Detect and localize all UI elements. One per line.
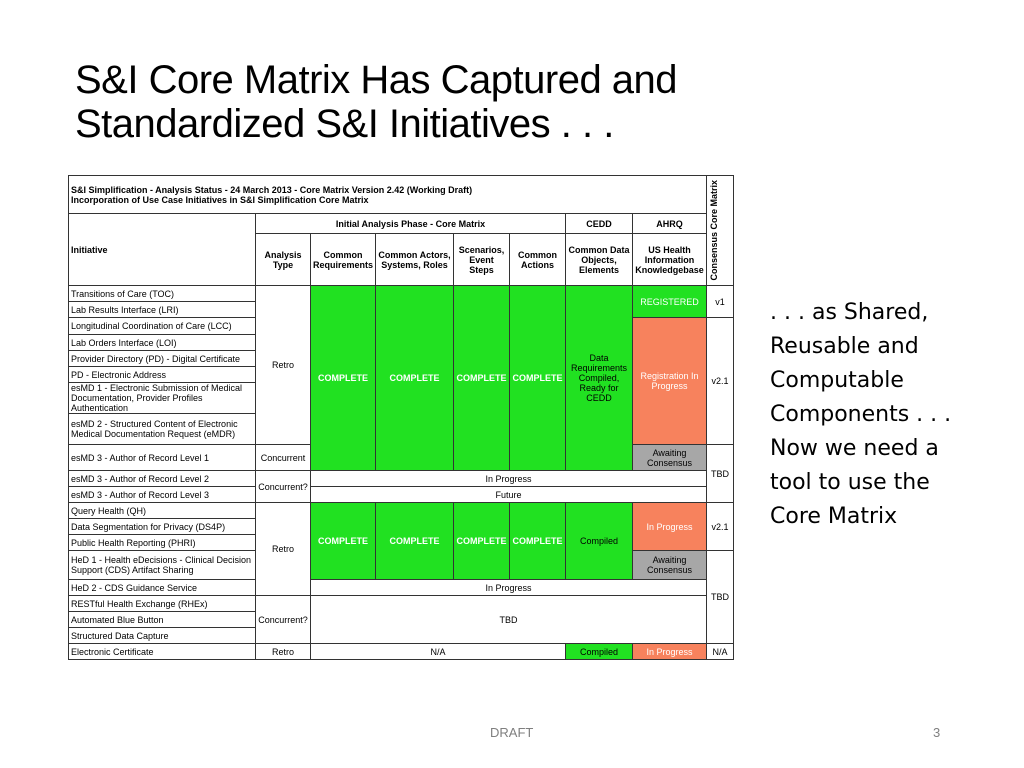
initiative-row: Lab Results Interface (LRI) — [69, 302, 256, 318]
initiative-row: esMD 2 - Structured Content of Electronic Medical Documentation Request (eMDR) — [69, 414, 256, 445]
slide-title — [75, 58, 775, 146]
analysis-type-cell: Concurrent — [256, 445, 311, 471]
matrix-header — [69, 176, 707, 214]
initiative-row: PD - Electronic Address — [69, 367, 256, 383]
analysis-type-header: Analysis Type — [256, 234, 311, 286]
compiled-cell: Compiled — [566, 503, 633, 580]
awaiting-consensus-cell: Awaiting Consensus — [633, 445, 707, 471]
scenarios-header: Scenarios, Event Steps — [454, 234, 510, 286]
side-note-line: Computable — [770, 368, 904, 393]
consensus-core-matrix-label: Consensus Core Matrix — [709, 180, 719, 281]
in-progress-cell: In Progress — [633, 644, 707, 660]
initiative-row: Public Health Reporting (PHRI) — [69, 535, 256, 551]
registered-cell: REGISTERED — [633, 286, 707, 318]
consensus-version-cell: TBD — [707, 445, 734, 503]
analysis-type-cell: Retro — [256, 644, 311, 660]
slide-title-line2: Standardized S&I Initiatives . . . — [75, 102, 614, 146]
initiative-row: esMD 3 - Author of Record Level 2 — [69, 471, 256, 487]
consensus-version-cell: TBD — [707, 551, 734, 644]
status-complete-cell: COMPLETE — [311, 286, 376, 471]
status-complete-cell: COMPLETE — [510, 503, 566, 580]
consensus-version-cell: v2.1 — [707, 503, 734, 551]
initial-analysis-phase-header: Initial Analysis Phase - Core Matrix — [256, 214, 566, 234]
us-health-header: US Health Information Knowledgebase — [633, 234, 707, 286]
status-complete-cell: COMPLETE — [311, 503, 376, 580]
initiative-row: RESTful Health Exchange (RHEx) — [69, 596, 256, 612]
initiative-row: HeD 1 - Health eDecisions - Clinical Decision Support (CDS) Artifact Sharing — [69, 551, 256, 580]
registration-in-progress-cell: Registration In Progress — [633, 318, 707, 445]
analysis-type-cell: Concurrent? — [256, 596, 311, 644]
initiative-row: Longitudinal Coordination of Care (LCC) — [69, 318, 256, 335]
side-note-line: Components . . . — [770, 402, 952, 427]
slide-title-line1: S&I Core Matrix Has Captured and — [75, 58, 678, 102]
initiative-row: Lab Orders Interface (LOI) — [69, 335, 256, 351]
na-span-cell: N/A — [311, 644, 566, 660]
status-complete-cell: COMPLETE — [376, 503, 454, 580]
initiative-row: Electronic Certificate — [69, 644, 256, 660]
matrix-header-line1: S&I Simplification - Analysis Status - 24 March 2013 - Core Matrix Version 2.42 (Working Draft) — [71, 184, 473, 195]
consensus-version-cell: v2.1 — [707, 318, 734, 445]
side-note-line: tool to use the — [770, 470, 930, 495]
data-requirements-cell: Data Requirements Compiled, Ready for CEDD — [566, 286, 633, 471]
in-progress-span-cell: In Progress — [311, 471, 707, 487]
initiative-row: esMD 3 - Author of Record Level 3 — [69, 487, 256, 503]
initiative-column-header: Initiative — [69, 214, 256, 286]
initiative-row: Query Health (QH) — [69, 503, 256, 519]
footer-draft-label: DRAFT — [490, 725, 534, 740]
in-progress-cell: In Progress — [633, 503, 707, 551]
side-note-line: Core Matrix — [770, 504, 898, 529]
initiative-row: esMD 1 - Electronic Submission of Medical Documentation, Provider Profiles Authentication — [69, 383, 256, 414]
common-requirements-header: Common Requirements — [311, 234, 376, 286]
tbd-span-cell: TBD — [311, 596, 707, 644]
initiative-row: esMD 3 - Author of Record Level 1 — [69, 445, 256, 471]
ahrq-header: AHRQ — [633, 214, 707, 234]
consensus-core-matrix-header — [707, 176, 734, 286]
future-span-cell: Future — [311, 487, 707, 503]
status-complete-cell: COMPLETE — [376, 286, 454, 471]
initiative-row: Provider Directory (PD) - Digital Certificate — [69, 351, 256, 367]
core-matrix-table — [68, 175, 734, 660]
status-complete-cell: COMPLETE — [454, 503, 510, 580]
side-note — [770, 296, 1010, 534]
consensus-version-cell: v1 — [707, 286, 734, 318]
analysis-type-cell: Retro — [256, 503, 311, 596]
common-data-header: Common Data Objects, Elements — [566, 234, 633, 286]
matrix-header-line2: Incorporation of Use Case Initiatives in S&I Simplification Core Matrix — [71, 194, 369, 205]
initiative-row: Automated Blue Button — [69, 612, 256, 628]
initiative-row: Data Segmentation for Privacy (DS4P) — [69, 519, 256, 535]
cedd-header: CEDD — [566, 214, 633, 234]
status-complete-cell: COMPLETE — [454, 286, 510, 471]
side-note-line: Reusable and — [770, 334, 919, 359]
initiative-row: HeD 2 - CDS Guidance Service — [69, 580, 256, 596]
consensus-version-cell: N/A — [707, 644, 734, 660]
in-progress-span-cell: In Progress — [311, 580, 707, 596]
analysis-type-cell: Concurrent? — [256, 471, 311, 503]
side-note-line: . . . as Shared, — [770, 300, 929, 325]
compiled-cell: Compiled — [566, 644, 633, 660]
awaiting-consensus-cell: Awaiting Consensus — [633, 551, 707, 580]
initiative-row: Structured Data Capture — [69, 628, 256, 644]
page-number: 3 — [933, 725, 941, 740]
common-actions-header: Common Actions — [510, 234, 566, 286]
side-note-line: Now we need a — [770, 436, 939, 461]
status-complete-cell: COMPLETE — [510, 286, 566, 471]
initiative-row: Transitions of Care (TOC) — [69, 286, 256, 302]
common-actors-header: Common Actors, Systems, Roles — [376, 234, 454, 286]
analysis-type-cell: Retro — [256, 286, 311, 445]
